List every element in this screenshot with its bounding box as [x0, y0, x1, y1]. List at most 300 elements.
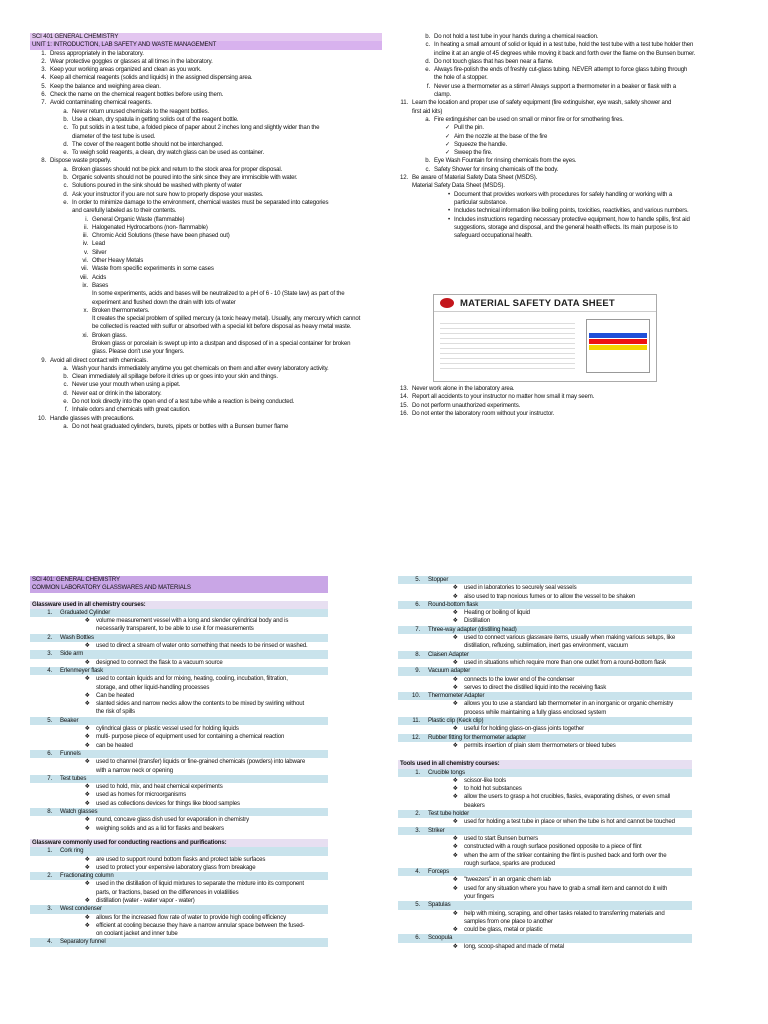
item-text: Other Heavy Metals [92, 257, 144, 265]
bullet-icon: ❖ [84, 791, 90, 799]
item-marker: 10. [37, 414, 46, 422]
msds-form-table [440, 319, 575, 371]
list-item [30, 240, 382, 248]
item-text: round, concave glass dish used for evaporation in chemistry [96, 816, 250, 824]
item-text: Learn the location and proper use of safety equipment (fire extinguisher, eye wash, safety shower and [412, 99, 672, 107]
item-text: Distillation [464, 617, 490, 625]
item-text: Rubber fitting for thermometer adapter [428, 733, 526, 741]
item-marker [30, 323, 92, 331]
item-marker: • [448, 207, 450, 215]
item-marker: e. [63, 149, 68, 157]
list-item [392, 157, 722, 165]
list-item [30, 274, 382, 282]
list-item [392, 191, 722, 199]
item-detail [398, 943, 692, 951]
item-marker: 15. [399, 401, 408, 409]
item-text: used to contain liquids and for mixing, heating, cooling, incubation, filtration, [96, 675, 288, 683]
item-marker [392, 50, 434, 58]
bullet-icon [398, 642, 464, 650]
bullet-icon [398, 893, 464, 901]
list-item [392, 410, 722, 418]
list-item [30, 166, 382, 174]
bullet-icon: ❖ [452, 776, 458, 784]
item-heading [398, 810, 692, 818]
item-number: 4. [47, 666, 52, 674]
item-detail [398, 876, 692, 884]
item-heading [398, 717, 692, 725]
item-marker: b. [63, 115, 68, 123]
item-text: used to start Bunsen burners [464, 834, 539, 842]
bullet-icon: ❖ [84, 783, 90, 791]
item-text: Halogenated Hydrocarbons (non- flammable) [92, 223, 208, 231]
item-text: Pull the pin. [454, 124, 484, 132]
item-text: Acids [92, 273, 107, 281]
item-text: can be heated [96, 741, 133, 749]
item-text: used as homes for microorganisms [96, 791, 187, 799]
rules-list-left [30, 50, 382, 432]
item-number: 1. [415, 768, 420, 776]
item-number: 7. [415, 625, 420, 633]
item-text: Stopper [428, 576, 449, 583]
page-1-title [30, 33, 382, 41]
list-item [30, 307, 382, 315]
item-detail [398, 617, 692, 625]
reaction-glassware-list [30, 847, 328, 947]
item-number: 6. [47, 749, 52, 757]
item-text: storage, and other liquid-handling processes [96, 683, 210, 691]
bullet-icon [30, 889, 96, 897]
bullet-icon: ❖ [452, 785, 458, 793]
item-detail [398, 593, 692, 601]
bullet-icon: ❖ [452, 884, 458, 892]
item-text: Material Safety Data Sheet (MSDS). [412, 182, 505, 190]
page-2-left [30, 576, 328, 947]
item-text: Includes instructions regarding necessary protective equipment, how to handle spills, first aid [454, 215, 690, 223]
rules-list-right [392, 33, 722, 240]
item-text: Clean immediately all spillage before it dries up or goes into your skin and things. [72, 373, 278, 381]
list-item [392, 385, 722, 393]
item-heading [30, 717, 328, 725]
item-text: Lead [92, 240, 105, 248]
item-marker: 16. [399, 409, 408, 417]
item-number: 6. [415, 600, 420, 608]
item-detail [398, 885, 692, 893]
list-item [30, 332, 382, 340]
item-detail [30, 922, 328, 930]
item-text: Inhale odors and chemicals with great caution. [72, 406, 191, 414]
item-marker: c. [63, 124, 68, 132]
list-item [392, 174, 722, 182]
item-detail [30, 700, 328, 708]
item-detail [30, 758, 328, 766]
item-text: Document that provides workers with procedures for safely handling or working with a [454, 190, 673, 198]
msds-image [433, 294, 657, 382]
item-marker: iv. [82, 240, 88, 248]
list-item [392, 83, 722, 91]
item-text: used in laboratories to securely seal vessels [464, 584, 577, 592]
item-text: incline it at an angle of 45 degrees while moving it back and forth over the flame on the Bunsen burner. [434, 49, 696, 57]
item-text: also used to trap noxious fumes or to allow the vessel to be shaken [464, 592, 636, 600]
item-marker: viii. [79, 273, 88, 281]
item-number: 3. [47, 650, 52, 658]
item-text: used in the distillation of liquid mixtures to separate the mixture into its component [96, 880, 304, 888]
list-item [30, 66, 382, 74]
list-item [392, 108, 722, 116]
item-detail [30, 897, 328, 905]
item-marker: 13. [399, 385, 408, 392]
rules-list-right-end [392, 385, 722, 418]
item-marker: • [448, 215, 450, 223]
item-marker: c. [63, 381, 68, 389]
item-text: Solutions poured in the sink should be washed with plenty of water [72, 182, 242, 190]
item-text: Do not look directly into the open end of a test tube while a reaction is being conducted. [72, 398, 295, 406]
item-text: Separatory funnel [60, 938, 106, 946]
item-marker [30, 133, 72, 141]
item-text: Beaker [60, 716, 79, 724]
item-heading [398, 692, 692, 700]
list-item [30, 323, 382, 331]
item-detail [398, 676, 692, 684]
item-heading [398, 626, 692, 634]
item-text: Spatulas [428, 901, 451, 909]
item-text: Never return unused chemicals to the reagent bottles. [72, 107, 210, 115]
item-marker: f. [64, 406, 68, 414]
item-heading [398, 868, 692, 876]
list-item [30, 373, 382, 381]
item-number: 5. [47, 716, 52, 724]
item-text: Eye Wash Fountain for rinsing chemicals from the eyes. [434, 157, 577, 165]
list-item [30, 390, 382, 398]
item-detail [398, 793, 692, 801]
list-item [392, 91, 722, 99]
bullet-icon: ❖ [84, 880, 90, 888]
item-number: 4. [415, 868, 420, 876]
bullet-icon: ❖ [452, 793, 458, 801]
list-item [30, 133, 382, 141]
item-text: serves to direct the distilled liquid into the receiving flask [464, 683, 607, 691]
item-text: used to channel (transfer) liquids or fine-grained chemicals (powders) into labware [96, 758, 306, 766]
item-text: Do not hold a test tube in your hands during a chemical reaction. [434, 33, 599, 40]
list-item [30, 116, 382, 124]
item-marker: 9. [41, 356, 46, 364]
item-text: allows you to use a standard lab thermometer in an inorganic or organic chemistry [464, 700, 674, 708]
item-text: glass. Please don't use your fingers. [92, 348, 185, 356]
bullet-icon: ❖ [84, 725, 90, 733]
glassware-list [30, 609, 328, 833]
list-item [392, 124, 722, 132]
item-text: Striker [428, 826, 445, 834]
item-text: process while maintaining a fully glass enclosed system [464, 708, 607, 716]
item-text: In order to minimize damage to the environment, chemical wastes must be separated into categories [72, 198, 329, 206]
item-detail [30, 675, 328, 683]
item-detail [398, 843, 692, 851]
bullet-icon: ❖ [452, 926, 458, 934]
item-text: permits insertion of plain stem thermometers or bleed tubes [464, 741, 616, 749]
list-item [30, 157, 382, 165]
item-number: 6. [415, 934, 420, 942]
list-item [30, 282, 382, 290]
list-item [30, 91, 382, 99]
item-marker: d. [63, 140, 68, 148]
item-marker: e. [63, 198, 68, 206]
item-heading [30, 938, 328, 946]
item-detail [30, 791, 328, 799]
item-text: Do not enter the laboratory room without your instructor. [412, 409, 555, 417]
item-text: Funnels [60, 749, 81, 757]
item-text: Can be heated [96, 691, 135, 699]
item-detail [398, 700, 692, 708]
bullet-icon: ❖ [452, 843, 458, 851]
section-heading-tools: Tools used in all chemistry courses: [398, 760, 692, 768]
list-item [30, 365, 382, 373]
bullet-icon: ❖ [452, 851, 458, 859]
item-marker: i. [85, 215, 88, 223]
bullet-icon: ❖ [452, 584, 458, 592]
list-item [392, 149, 722, 157]
item-marker: 12. [399, 174, 408, 182]
list-item [30, 249, 382, 257]
item-detail [398, 659, 692, 667]
item-marker [392, 74, 434, 82]
item-text: slanted sides and narrow necks allow the contents to be mixed by swirling without [96, 700, 305, 708]
item-text: with a narrow neck or opening [96, 766, 173, 774]
page-1-right [392, 33, 722, 240]
item-text: Heating or boiling of liquid [464, 609, 530, 617]
item-detail [398, 709, 692, 717]
item-text: the hole of a stopper. [434, 74, 488, 82]
item-heading [30, 650, 328, 658]
page-2-subtitle: COMMON LABORATORY GLASSWARES AND MATERIALS [30, 584, 328, 592]
bullet-icon: ❖ [452, 658, 458, 666]
list-item [30, 299, 382, 307]
item-number: 5. [415, 901, 420, 909]
item-number: 2. [415, 810, 420, 818]
section-heading-glassware: Glassware used in all chemistry courses: [30, 601, 328, 609]
item-detail [30, 625, 328, 633]
item-text: Keep your working areas organized and clean as you work. [50, 66, 202, 74]
msds-title: MATERIAL SAFETY DATA SHEET [460, 297, 615, 309]
bullet-icon [30, 930, 96, 938]
item-text: Avoid contaminating chemical reagents. [50, 99, 152, 107]
item-text: Aim the nozzle at the base of the fire [454, 132, 548, 140]
item-text: multi- purpose piece of equipment used for containing a chemical reaction [96, 733, 285, 741]
item-marker: 11. [400, 99, 408, 107]
page-2-course-title: SCI 401: GENERAL CHEMISTRY [30, 576, 328, 584]
item-heading [30, 847, 328, 855]
item-marker: 5. [41, 82, 46, 90]
bullet-icon: ❖ [84, 913, 90, 921]
item-detail [398, 634, 692, 642]
list-item [392, 33, 722, 41]
item-heading [30, 750, 328, 758]
item-detail [398, 684, 692, 692]
item-text: long, scoop-shaped and made of metal [464, 942, 564, 950]
item-marker [392, 224, 454, 232]
bullet-icon: ❖ [452, 942, 458, 950]
item-text: used to direct a stream of water onto something that needs to be rinsed or washed. [96, 642, 308, 650]
item-detail [30, 800, 328, 808]
list-item [30, 99, 382, 107]
item-marker: b. [63, 373, 68, 381]
item-heading [30, 905, 328, 913]
item-text: allows for the increased flow rate of water to provide high cooling efficiency [96, 913, 287, 921]
item-marker [30, 290, 92, 298]
item-marker: 6. [41, 91, 46, 99]
item-number: 10. [411, 692, 420, 700]
list-item [30, 207, 382, 215]
item-text: Includes technical information like boiling points, toxicities, reactivities, and various numbers. [454, 207, 689, 215]
bullet-icon: ❖ [84, 896, 90, 904]
bullet-icon: ❖ [452, 683, 458, 691]
item-text: Never work alone in the laboratory area. [412, 385, 515, 392]
item-detail [398, 584, 692, 592]
item-detail [398, 818, 692, 826]
item-heading [398, 667, 692, 675]
item-text: Side arm [60, 650, 84, 658]
item-text: distillation (water - water vapor - water) [96, 896, 195, 904]
item-text: volume measurement vessel with a long and slender cylindrical body and is [96, 617, 289, 625]
item-marker: v. [84, 248, 88, 256]
nissan-logo-icon [440, 298, 454, 308]
item-text: Keep all chemical reagents (solids and liquids) in the assigned dispensing area. [50, 74, 253, 82]
item-number: 1. [47, 608, 52, 616]
item-text: Do not heat graduated cylinders, burets, pipets or bottles with a Bunsen burner flame [72, 422, 289, 430]
list-item [30, 315, 382, 323]
item-text: connects to the lower end of the condenser [464, 675, 575, 683]
item-detail [30, 767, 328, 775]
item-text: Fractionating column [60, 872, 114, 880]
item-text: The cover of the reagent bottle should not be interchanged. [72, 140, 224, 148]
item-text: used to connect various glassware items, usually when making various setups, like [464, 634, 676, 642]
bullet-icon: ❖ [84, 700, 90, 708]
list-item [392, 216, 722, 224]
list-item [30, 398, 382, 406]
item-marker: a. [63, 422, 68, 430]
item-text: Silver [92, 248, 107, 256]
item-text: safeguard occupational health. [454, 232, 533, 240]
list-item [30, 265, 382, 273]
item-detail [398, 835, 692, 843]
item-marker: 3. [41, 66, 46, 74]
bullet-icon: ❖ [84, 675, 90, 683]
item-text: used for holding a test tube in place or when the tube is hot and cannot be touched [464, 818, 675, 826]
list-item [30, 108, 382, 116]
list-item [30, 174, 382, 182]
item-detail [30, 684, 328, 692]
item-text: Scoopula [428, 934, 453, 942]
item-detail [30, 783, 328, 791]
item-text: "tweezers" in an organic chem lab [464, 876, 551, 884]
item-text: your fingers [464, 892, 495, 900]
bullet-icon: ❖ [84, 691, 90, 699]
list-item [30, 199, 382, 207]
item-marker [392, 232, 454, 240]
item-text: In some experiments, acids and bases will be neutralized to a pH of 6 - 10 (State law) as part of the [92, 290, 345, 298]
item-detail [30, 659, 328, 667]
item-text: when the arm of the striker containing the flint is pushed back and forth over the [464, 851, 667, 859]
item-text: Never eat or drink in the laboratory. [72, 389, 162, 397]
bullet-icon [398, 802, 464, 810]
item-detail [398, 785, 692, 793]
item-text: Bases [92, 281, 109, 289]
item-marker: 8. [41, 157, 46, 165]
bullet-icon: ❖ [84, 863, 90, 871]
item-marker [30, 340, 92, 348]
bullet-icon: ❖ [452, 725, 458, 733]
bullet-icon: ❖ [452, 700, 458, 708]
item-text: designed to connect the flask to a vacuum source [96, 658, 223, 666]
item-detail [30, 816, 328, 824]
item-text: It creates the special problem of spilled mercury (a toxic heavy metal). Usually, any mercury which cannot [92, 315, 361, 323]
bullet-icon: ❖ [84, 758, 90, 766]
item-detail [398, 860, 692, 868]
item-marker: a. [63, 165, 68, 173]
item-marker: a. [425, 115, 430, 123]
course-title: SCI 401 GENERAL CHEMISTRY [32, 33, 119, 40]
item-text: Thermometer Adapter [428, 692, 485, 700]
item-heading [398, 827, 692, 835]
glassware-list-continued [398, 576, 692, 750]
item-number: 8. [47, 808, 52, 816]
item-detail [398, 802, 692, 810]
list-item [392, 224, 722, 232]
item-text: Round-bottom flask [428, 600, 479, 608]
item-text: diameter of the test tube is used. [72, 132, 156, 140]
item-detail [398, 777, 692, 785]
item-text: Watch glasses [60, 808, 98, 816]
item-heading [30, 667, 328, 675]
item-number: 2. [47, 633, 52, 641]
item-marker: f. [426, 82, 430, 90]
item-text: Erlenmeyer flask [60, 666, 103, 674]
item-heading [398, 651, 692, 659]
item-text: Never use a thermometer as a stirrer! Always support a thermometer in a beaker or flask with a [434, 82, 676, 90]
item-marker: x. [83, 306, 88, 314]
item-number: 9. [415, 667, 420, 675]
item-text: efficient at cooling because they have a narrow annular space between the fused- [96, 921, 305, 929]
bullet-icon: ❖ [452, 741, 458, 749]
item-detail [30, 733, 328, 741]
item-marker: ✓ [445, 124, 450, 132]
list-item [392, 116, 722, 124]
item-text: allow the users to grasp a hot crucibles, flasks, evaporating dishes, or even small [464, 793, 671, 801]
item-text: Cork ring [60, 847, 84, 855]
item-detail [30, 930, 328, 938]
item-marker: d. [63, 190, 68, 198]
item-detail [30, 708, 328, 716]
item-text: Crucible tongs [428, 768, 465, 776]
item-text: on coolant jacket and inner tube [96, 930, 178, 938]
list-item [392, 207, 722, 215]
item-text: West condenser [60, 905, 102, 913]
item-text: used as collections devices for things like blood samples [96, 799, 240, 807]
bullet-icon: ❖ [84, 642, 90, 650]
item-detail [30, 914, 328, 922]
list-item [30, 191, 382, 199]
item-detail [398, 918, 692, 926]
item-text: be collected is reacted with sulfur or absorbed with a special kit before disposal as heavy metal waste. [92, 323, 352, 331]
item-marker [30, 207, 72, 215]
list-item [392, 74, 722, 82]
item-text: Broken glasses should not be pick and return to the stock area for proper disposal. [72, 165, 283, 173]
bullet-icon: ❖ [84, 824, 90, 832]
item-text: Wash Bottles [60, 633, 94, 641]
item-marker: e. [63, 398, 68, 406]
item-number: 2. [47, 872, 52, 880]
list-item [30, 216, 382, 224]
item-marker: ✓ [445, 140, 450, 148]
item-text: experiment and flushed down the drain with lots of water [92, 298, 236, 306]
